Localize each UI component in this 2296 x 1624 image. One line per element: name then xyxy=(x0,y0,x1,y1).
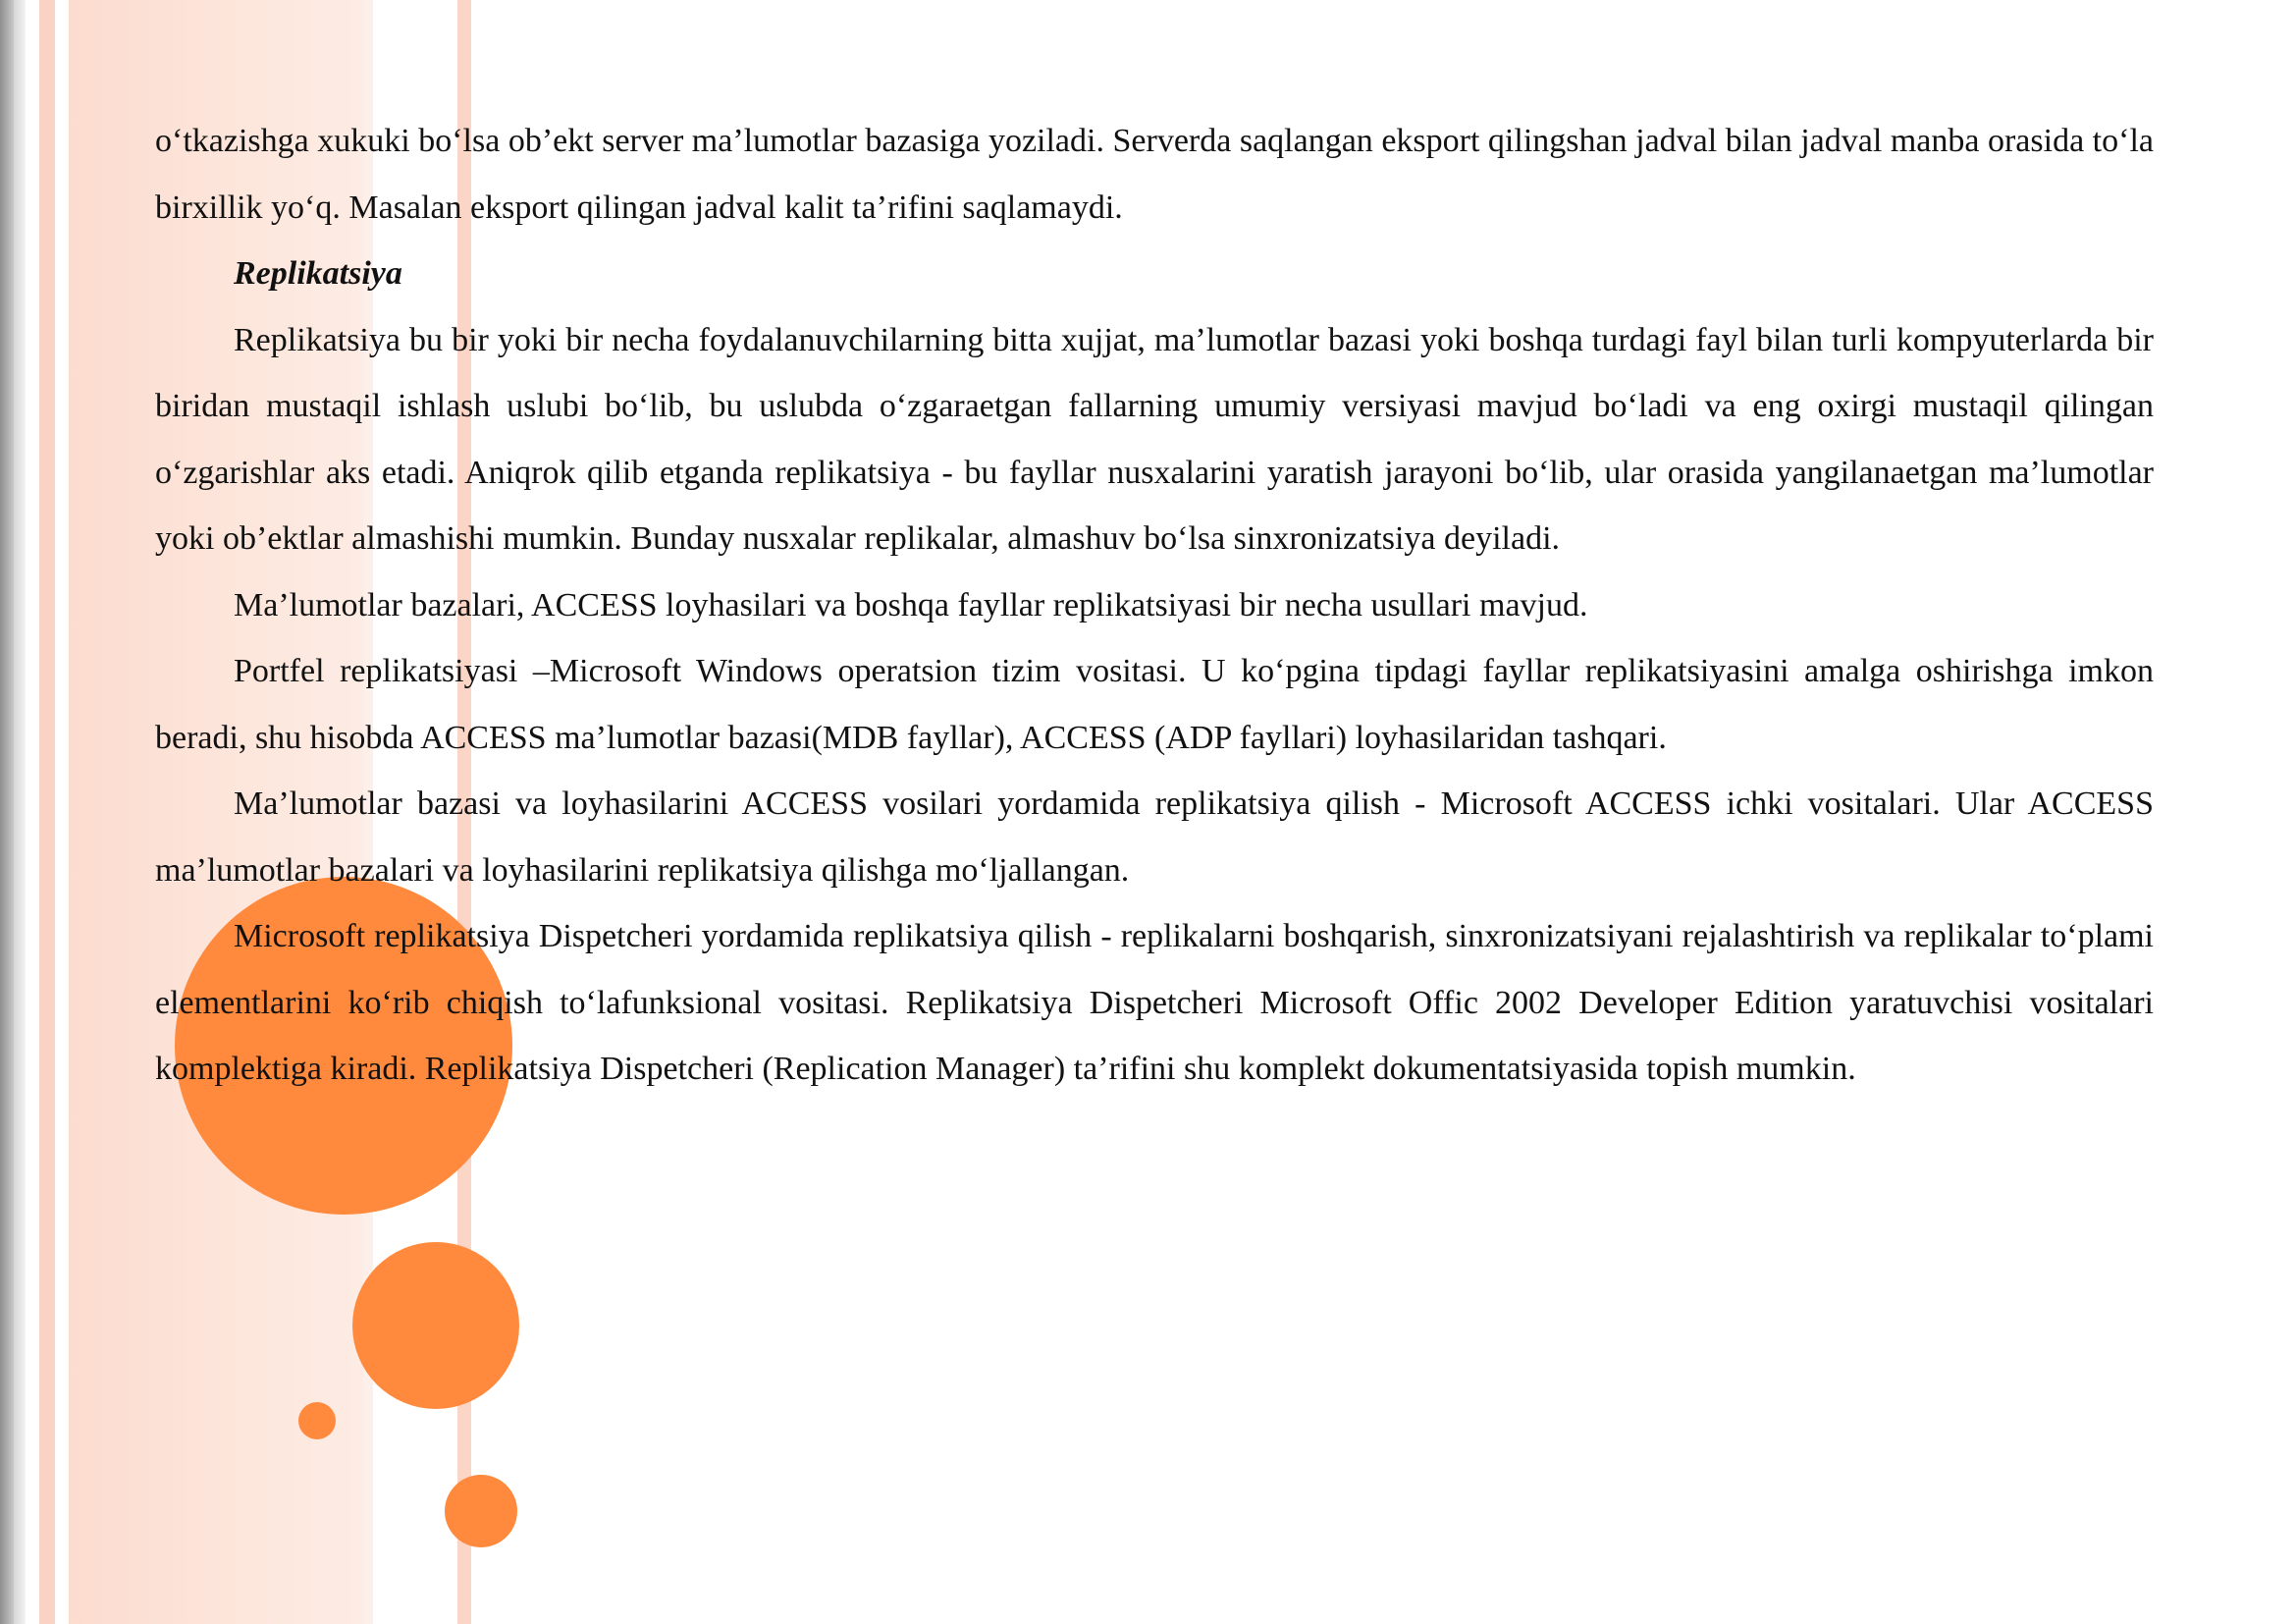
decorative-circle-small xyxy=(298,1402,336,1439)
decorative-stripe xyxy=(39,0,55,1624)
section-heading: Replikatsiya xyxy=(234,255,402,292)
paragraph-access-replication: Ma’lumotlar bazasi va loyhasilarini ACCESS vosilari yordamida replikatsiya qilish - Microsoft ACCESS ichki vositalari. Ular ACCESS ma’lumotlar bazalari va loyhasilarini replikatsiya qilishga mo‘ljallangan. xyxy=(155,785,2154,889)
decorative-circle-tiny xyxy=(445,1475,517,1547)
left-border-stripe xyxy=(0,0,14,1624)
paragraph-replication-manager: Microsoft replikatsiya Dispetcheri yordamida replikatsiya qilish - replikalarni boshqarish, sinxronizatsiyani rejalashtirish va replikalar to‘plami elementlarini ko‘rib chiqish to‘lafunksional vositasi. Replikatsiya Dispetcheri Microsoft Offic 2002 Developer Edition yaratuvchisi vositalari komplektiga kiradi. Replikatsiya Dispetcheri (Replication Manager) ta’rifini shu komplekt dokumentatsiyasida topish mumkin. xyxy=(155,918,2154,1087)
paragraph-portfolio-replication: Portfel replikatsiyasi –Microsoft Windows operatsion tizim vositasi. U ko‘pgina tipdagi fayllar replikatsiyasini amalga oshirishga imkon beradi, shu hisobda ACCESS ma’lumotlar bazasi(MDB fayllar), ACCESS (ADP fayllari) loyhasilaridan tashqari. xyxy=(155,653,2154,756)
paragraph-replication-methods: Ma’lumotlar bazalari, ACCESS loyhasilari va boshqa fayllar replikatsiyasi bir necha usullari mavjud. xyxy=(234,586,1588,623)
decorative-circle-medium xyxy=(352,1242,519,1409)
paragraph-intro: o‘tkazishga xukuki bo‘lsa ob’ekt server ma’lumotlar bazasiga yoziladi. Serverda saqlangan eksport qilingshan jadval bilan jadval manba orasida to‘la birxillik yo‘q. Masalan eksport qilingan jadval kalit ta’rifini saqlamaydi. xyxy=(155,123,2154,226)
left-border-stripe-light xyxy=(14,0,26,1624)
paragraph-replication-definition: Replikatsiya bu bir yoki bir necha foydalanuvchilarning bitta xujjat, ma’lumotlar bazasi yoki boshqa turdagi fayl bilan turli kompyuterlarda bir biridan mustaqil ishlash uslubi bo‘lib, bu uslubda o‘zgaraetgan fallarning umumiy versiyasi mavjud bo‘ladi va eng oxirgi mustaqil qilingan o‘zgarishlar aks etadi. Aniqrok qilib etganda replikatsiya - bu fayllar nusxalarini yaratish jarayoni bo‘lib, ular orasida yangilanaetgan ma’lumotlar yoki ob’ektlar almashishi mumkin. Bunday nusxalar replikalar, almashuv bo‘lsa sinxronizatsiya deyiladi. xyxy=(155,321,2154,557)
document-body xyxy=(155,108,2154,1103)
